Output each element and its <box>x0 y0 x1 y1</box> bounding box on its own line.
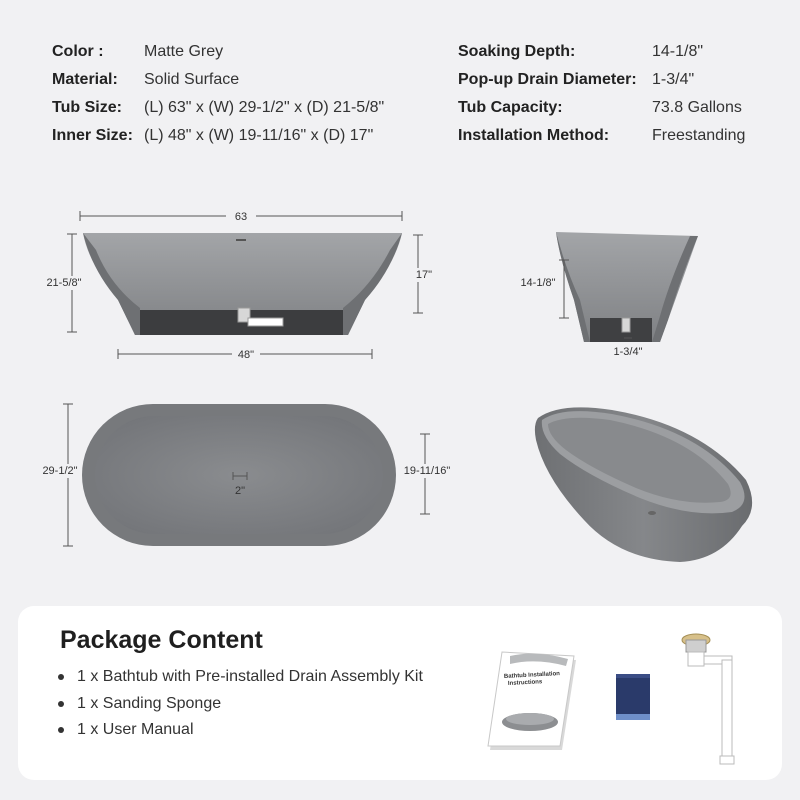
dim-outer-depth: 21-5/8" <box>46 277 82 289</box>
spec-label: Installation Method: <box>458 127 610 144</box>
spec-value: (L) 48" x (W) 19-11/16" x (D) 17" <box>144 127 374 144</box>
list-item <box>58 664 423 691</box>
side-view <box>517 232 698 358</box>
list-item <box>58 717 423 744</box>
top-view <box>40 404 452 546</box>
dim-inner-width: 19-11/16" <box>403 465 451 477</box>
perspective-view <box>535 407 752 562</box>
package-list <box>58 664 423 744</box>
spec-label: Tub Capacity: <box>458 99 563 116</box>
spec-label: Soaking Depth: <box>458 43 576 60</box>
spec-value: Freestanding <box>652 127 746 144</box>
manual-title-1: Bathtub Installation <box>503 671 561 680</box>
spec-value: Solid Surface <box>144 71 240 88</box>
package-item-text: 1 x Bathtub with Pre-installed Drain Assembly Kit <box>77 668 423 686</box>
spec-label: Material: <box>52 71 118 88</box>
dim-soaking-depth: 14-1/8" <box>520 277 556 289</box>
spec-label: Inner Size: <box>52 127 133 144</box>
dim-inner-length: 48" <box>237 349 255 361</box>
spec-label: Pop-up Drain Diameter: <box>458 71 637 88</box>
dim-length: 63 <box>234 211 248 223</box>
spec-label: Tub Size: <box>52 99 122 116</box>
drain-assembly-icon <box>682 634 734 764</box>
spec-value: Matte Grey <box>144 43 224 60</box>
package-content-panel <box>18 606 782 780</box>
package-item-text: 1 x Sanding Sponge <box>77 694 222 712</box>
dim-drain-width: 2" <box>234 485 246 497</box>
package-title: Package Content <box>60 626 263 654</box>
front-view <box>46 208 432 362</box>
spec-label: Color : <box>52 43 104 60</box>
spec-value: 14-1/8" <box>652 43 704 60</box>
manual-title-2: Instructions <box>507 679 543 687</box>
sponge-icon <box>616 674 650 720</box>
dim-inner-depth: 17" <box>415 269 433 281</box>
tub-top-inner <box>95 416 383 534</box>
list-item <box>58 691 423 718</box>
spec-value: 73.8 Gallons <box>652 99 742 116</box>
package-items-illustration <box>478 626 778 776</box>
spec-value: (L) 63" x (W) 29-1/2" x (D) 21-5/8" <box>144 99 385 116</box>
dim-drain-diameter: 1-3/4" <box>613 346 643 358</box>
bullet-icon <box>58 727 64 733</box>
dim-outer-width: 29-1/2" <box>42 465 78 477</box>
spec-value: 1-3/4" <box>652 71 695 88</box>
bullet-icon <box>58 701 64 707</box>
bullet-icon <box>58 674 64 680</box>
manual-icon <box>488 652 576 750</box>
package-item-text: 1 x User Manual <box>77 721 194 739</box>
